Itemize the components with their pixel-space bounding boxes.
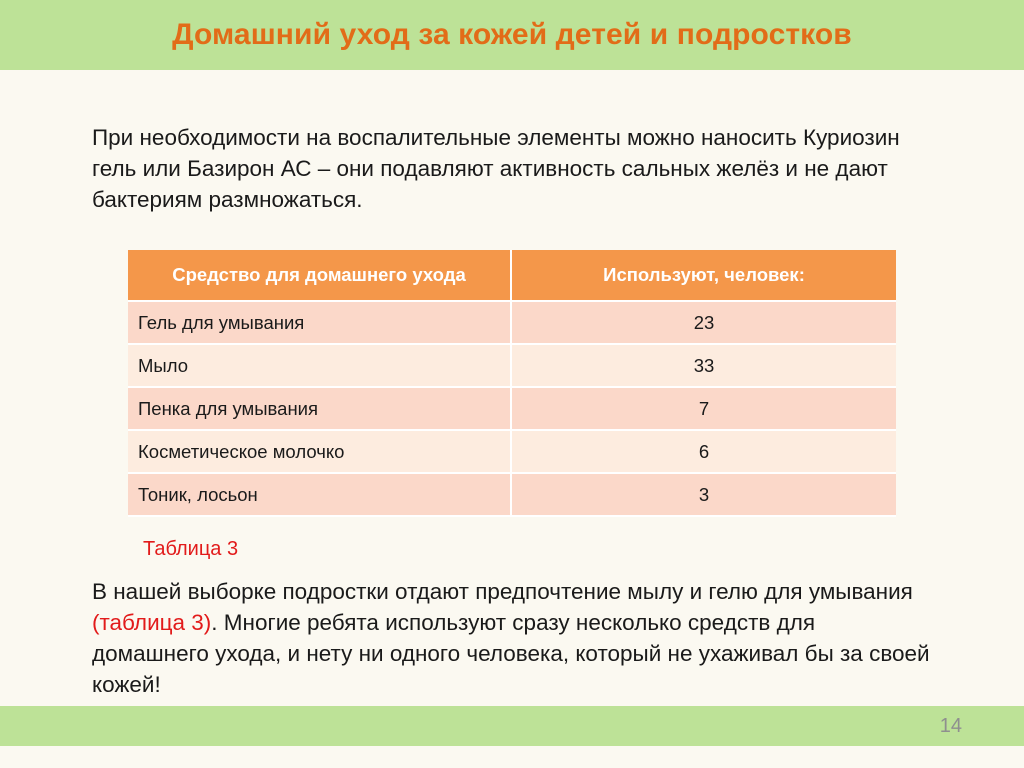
home-care-table [128,250,896,517]
conclusion-paragraph [92,576,932,700]
table-reference: (таблица 3) [92,610,212,635]
table-row [128,345,896,388]
count-cell: 3 [512,474,896,517]
table-row [128,431,896,474]
table-row [128,388,896,431]
table-row [128,302,896,345]
product-cell: Гель для умывания [128,302,512,345]
footer-bar [0,706,1024,746]
column-header-count: Используют, человек: [512,250,896,302]
product-cell: Пенка для умывания [128,388,512,431]
count-cell: 7 [512,388,896,431]
count-cell: 23 [512,302,896,345]
product-cell: Тоник, лосьон [128,474,512,517]
title-bar [0,0,1024,70]
table-caption: Таблица 3 [143,538,239,560]
slide-title: Домашний уход за кожей детей и подростков [172,18,852,51]
page-number: 14 [939,715,962,737]
product-cell: Мыло [128,345,512,388]
product-cell: Косметическое молочко [128,431,512,474]
count-cell: 6 [512,431,896,474]
intro-paragraph: При необходимости на воспалительные элементы можно наносить Куриозин гель или Базирон АС – они подавляют активность сальных желёз и не дают бактериям размножаться. [92,125,900,212]
table-row [128,474,896,517]
count-cell: 33 [512,345,896,388]
column-header-product: Средство для домашнего ухода [128,250,512,302]
conclusion-text-start: В нашей выборке подростки отдают предпочтение мылу и гелю для умывания [92,579,913,604]
table-header-row [128,250,896,302]
conclusion-text-end: . Многие ребята используют сразу несколько средств для домашнего ухода, и нету ни одного человека, который не ухаживал бы за своей кожей! [92,610,930,697]
